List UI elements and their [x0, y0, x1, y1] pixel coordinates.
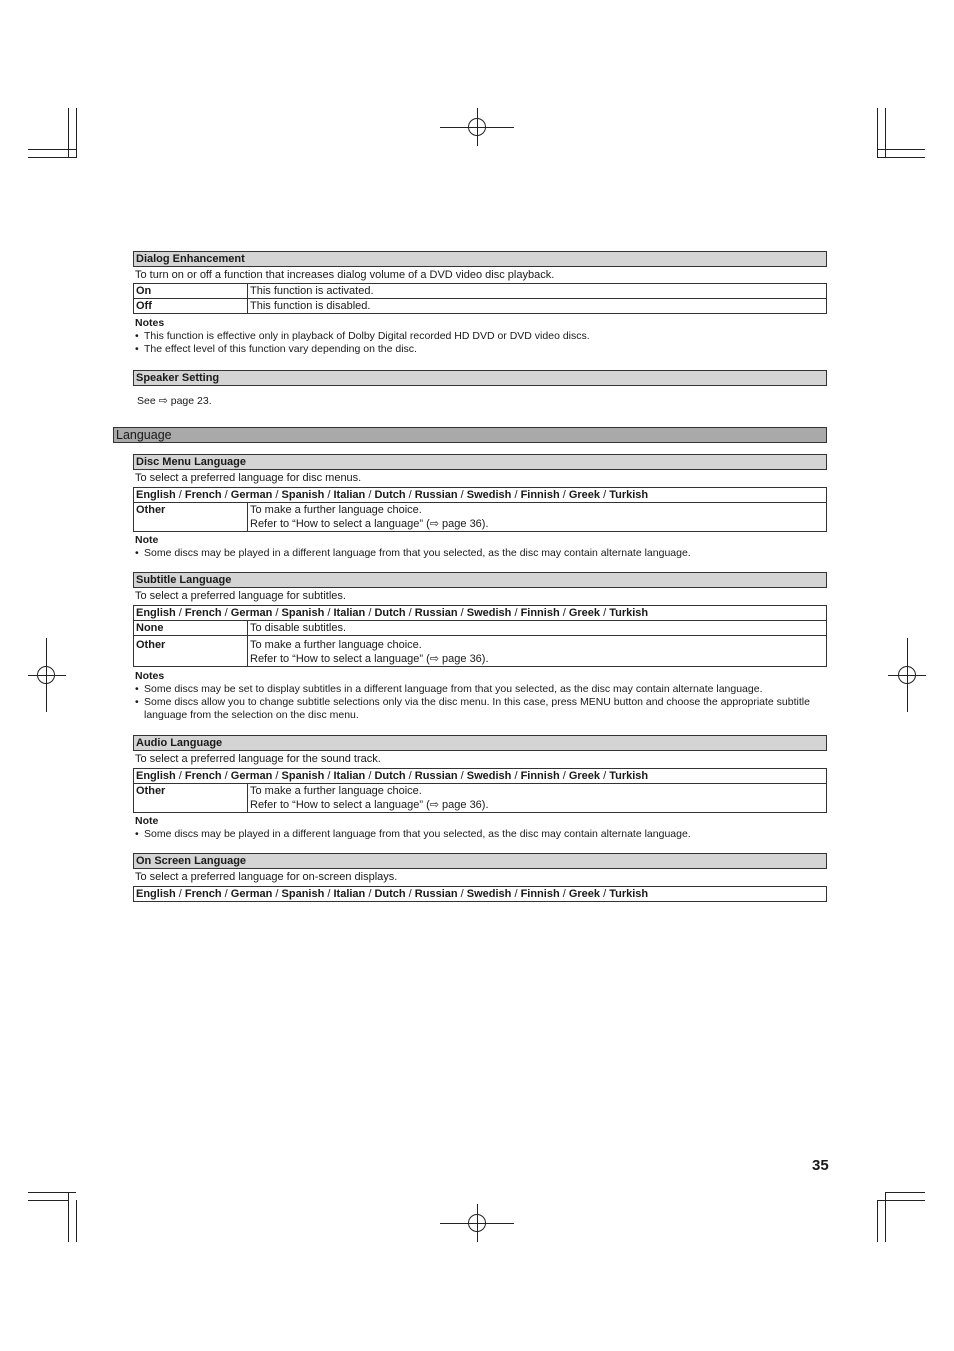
separator: /	[405, 888, 415, 900]
list-item: • Some discs may be played in a different language from that you selected, as the disc may contain alternate language.	[135, 828, 825, 841]
arrow-right-icon: ⇨	[429, 653, 439, 665]
language-option: English	[136, 607, 176, 619]
language-list	[134, 488, 827, 503]
speaker-see-line	[137, 394, 212, 407]
option-value: This function is disabled.	[248, 299, 827, 314]
separator: /	[559, 607, 569, 619]
arrow-right-icon: ⇨	[429, 799, 439, 811]
option-key: On	[134, 284, 248, 299]
language-option: French	[184, 607, 222, 619]
separator: /	[175, 489, 185, 501]
separator: /	[365, 489, 375, 501]
language-option: French	[184, 770, 222, 782]
separator: /	[511, 888, 521, 900]
language-option: Russian	[414, 770, 458, 782]
separator: /	[600, 489, 610, 501]
language-options-row	[134, 488, 827, 503]
language-list	[134, 769, 827, 784]
dialog-enhancement-desc: To turn on or off a function that increases dialog volume of a DVD video disc playback.	[135, 269, 555, 281]
language-option: Swedish	[466, 770, 512, 782]
option-value: To disable subtitles.	[248, 621, 827, 636]
see-label: See	[137, 395, 156, 407]
dialog-enhancement-header: Dialog Enhancement	[133, 251, 827, 267]
table-row	[134, 636, 827, 667]
language-option: Spanish	[281, 489, 325, 501]
disc-menu-language-header: Disc Menu Language	[133, 454, 827, 470]
list-item: • Some discs may be set to display subtitles in a different language from that you selected, as the disc may contain alternate language.	[135, 683, 825, 696]
separator: /	[457, 770, 467, 782]
language-option: German	[230, 888, 273, 900]
separator: /	[272, 489, 282, 501]
separator: /	[511, 607, 521, 619]
arrow-right-icon: ⇨	[158, 395, 168, 407]
language-option: Dutch	[374, 607, 406, 619]
on-screen-language-table	[133, 886, 827, 902]
table-row	[134, 784, 827, 813]
separator: /	[324, 489, 334, 501]
separator: /	[272, 770, 282, 782]
other-line-2	[250, 798, 824, 812]
language-option: Finnish	[520, 607, 560, 619]
language-header: Language	[113, 427, 827, 443]
subtitle-language-header: Subtitle Language	[133, 572, 827, 588]
language-option: Spanish	[281, 607, 325, 619]
ref-text: Refer to “How to select a language” (	[250, 653, 430, 665]
dialog-enhancement-table	[133, 283, 827, 314]
language-option: Greek	[568, 489, 601, 501]
language-option: German	[230, 607, 273, 619]
language-options-row	[134, 887, 827, 902]
subtitle-language-desc: To select a preferred language for subtitles.	[135, 590, 346, 602]
language-option: Greek	[568, 888, 601, 900]
language-option: Turkish	[609, 489, 649, 501]
other-line-2	[250, 652, 824, 666]
language-option: Spanish	[281, 888, 325, 900]
separator: /	[221, 770, 231, 782]
table-row	[134, 621, 827, 636]
disc-menu-notes-list	[135, 547, 825, 560]
subtitle-notes-list	[135, 683, 825, 722]
language-option: Italian	[333, 770, 366, 782]
option-key: Other	[134, 636, 248, 667]
list-item: • Some discs allow you to change subtitle selections only via the disc menu. In this case, press MENU button and choose the appropriate subtitle language from the selection on the disc menu.	[135, 696, 825, 722]
arrow-right-icon: ⇨	[429, 518, 439, 530]
language-options-row	[134, 606, 827, 621]
language-option: Russian	[414, 888, 458, 900]
separator: /	[324, 770, 334, 782]
language-option: Turkish	[609, 607, 649, 619]
separator: /	[600, 888, 610, 900]
language-option: English	[136, 489, 176, 501]
separator: /	[365, 770, 375, 782]
disc-menu-language-desc: To select a preferred language for disc menus.	[135, 472, 362, 484]
disc-menu-language-table	[133, 487, 827, 532]
option-key: Other	[134, 784, 248, 813]
language-options-row	[134, 769, 827, 784]
ref-page: page 36).	[438, 518, 489, 530]
separator: /	[324, 888, 334, 900]
subtitle-language-table	[133, 605, 827, 667]
language-option: Finnish	[520, 888, 560, 900]
ref-text: Refer to “How to select a language” (	[250, 799, 430, 811]
separator: /	[221, 489, 231, 501]
language-list	[134, 606, 827, 621]
option-value: This function is activated.	[248, 284, 827, 299]
dialog-notes-list	[135, 330, 825, 356]
language-option: Swedish	[466, 607, 512, 619]
language-option: Finnish	[520, 770, 560, 782]
audio-notes-list	[135, 828, 825, 841]
language-option: Finnish	[520, 489, 560, 501]
other-line-1: To make a further language choice.	[250, 504, 422, 516]
language-option: Dutch	[374, 770, 406, 782]
separator: /	[559, 888, 569, 900]
separator: /	[272, 607, 282, 619]
notes-title: Note	[135, 815, 159, 827]
language-option: Dutch	[374, 489, 406, 501]
separator: /	[221, 607, 231, 619]
separator: /	[365, 888, 375, 900]
separator: /	[175, 770, 185, 782]
separator: /	[559, 489, 569, 501]
on-screen-language-desc: To select a preferred language for on-screen displays.	[135, 871, 398, 883]
speaker-setting-header: Speaker Setting	[133, 370, 827, 386]
ref-page: page 36).	[438, 799, 489, 811]
separator: /	[600, 607, 610, 619]
audio-language-table	[133, 768, 827, 813]
language-option: Swedish	[466, 489, 512, 501]
separator: /	[324, 607, 334, 619]
other-line-1: To make a further language choice.	[250, 639, 422, 651]
audio-language-desc: To select a preferred language for the sound track.	[135, 753, 381, 765]
separator: /	[600, 770, 610, 782]
notes-title: Notes	[135, 670, 165, 682]
audio-language-header: Audio Language	[133, 735, 827, 751]
page-ref: page 23.	[170, 395, 212, 407]
option-value	[248, 503, 827, 532]
separator: /	[405, 489, 415, 501]
language-option: Greek	[568, 607, 601, 619]
list-item: • Some discs may be played in a different language from that you selected, as the disc may contain alternate language.	[135, 547, 825, 560]
page-number: 35	[812, 1157, 829, 1174]
language-option: English	[136, 770, 176, 782]
list-item: • The effect level of this function vary depending on the disc.	[135, 343, 825, 356]
other-line-1: To make a further language choice.	[250, 785, 422, 797]
separator: /	[457, 607, 467, 619]
notes-title: Note	[135, 534, 159, 546]
separator: /	[272, 888, 282, 900]
notes-title: Notes	[135, 317, 165, 329]
separator: /	[175, 888, 185, 900]
option-key: None	[134, 621, 248, 636]
language-option: Swedish	[466, 888, 512, 900]
language-option: Dutch	[374, 888, 406, 900]
language-option: French	[184, 489, 222, 501]
language-option: Italian	[333, 607, 366, 619]
separator: /	[511, 770, 521, 782]
table-row	[134, 503, 827, 532]
separator: /	[457, 888, 467, 900]
language-list	[134, 887, 827, 902]
option-value	[248, 784, 827, 813]
language-option: German	[230, 489, 273, 501]
separator: /	[511, 489, 521, 501]
ref-page: page 36).	[438, 653, 489, 665]
list-item: • This function is effective only in playback of Dolby Digital recorded HD DVD or DVD video discs.	[135, 330, 825, 343]
language-option: German	[230, 770, 273, 782]
language-option: English	[136, 888, 176, 900]
language-option: French	[184, 888, 222, 900]
option-key: Off	[134, 299, 248, 314]
separator: /	[365, 607, 375, 619]
separator: /	[457, 489, 467, 501]
language-option: Spanish	[281, 770, 325, 782]
other-line-2	[250, 517, 824, 531]
table-row	[134, 284, 827, 299]
option-value	[248, 636, 827, 667]
table-row	[134, 299, 827, 314]
separator: /	[175, 607, 185, 619]
language-option: Turkish	[609, 888, 649, 900]
separator: /	[405, 607, 415, 619]
language-option: Turkish	[609, 770, 649, 782]
on-screen-language-header: On Screen Language	[133, 853, 827, 869]
language-option: Italian	[333, 489, 366, 501]
separator: /	[221, 888, 231, 900]
separator: /	[559, 770, 569, 782]
language-option: Russian	[414, 607, 458, 619]
separator: /	[405, 770, 415, 782]
language-option: Italian	[333, 888, 366, 900]
ref-text: Refer to “How to select a language” (	[250, 518, 430, 530]
language-option: Russian	[414, 489, 458, 501]
option-key: Other	[134, 503, 248, 532]
language-option: Greek	[568, 770, 601, 782]
